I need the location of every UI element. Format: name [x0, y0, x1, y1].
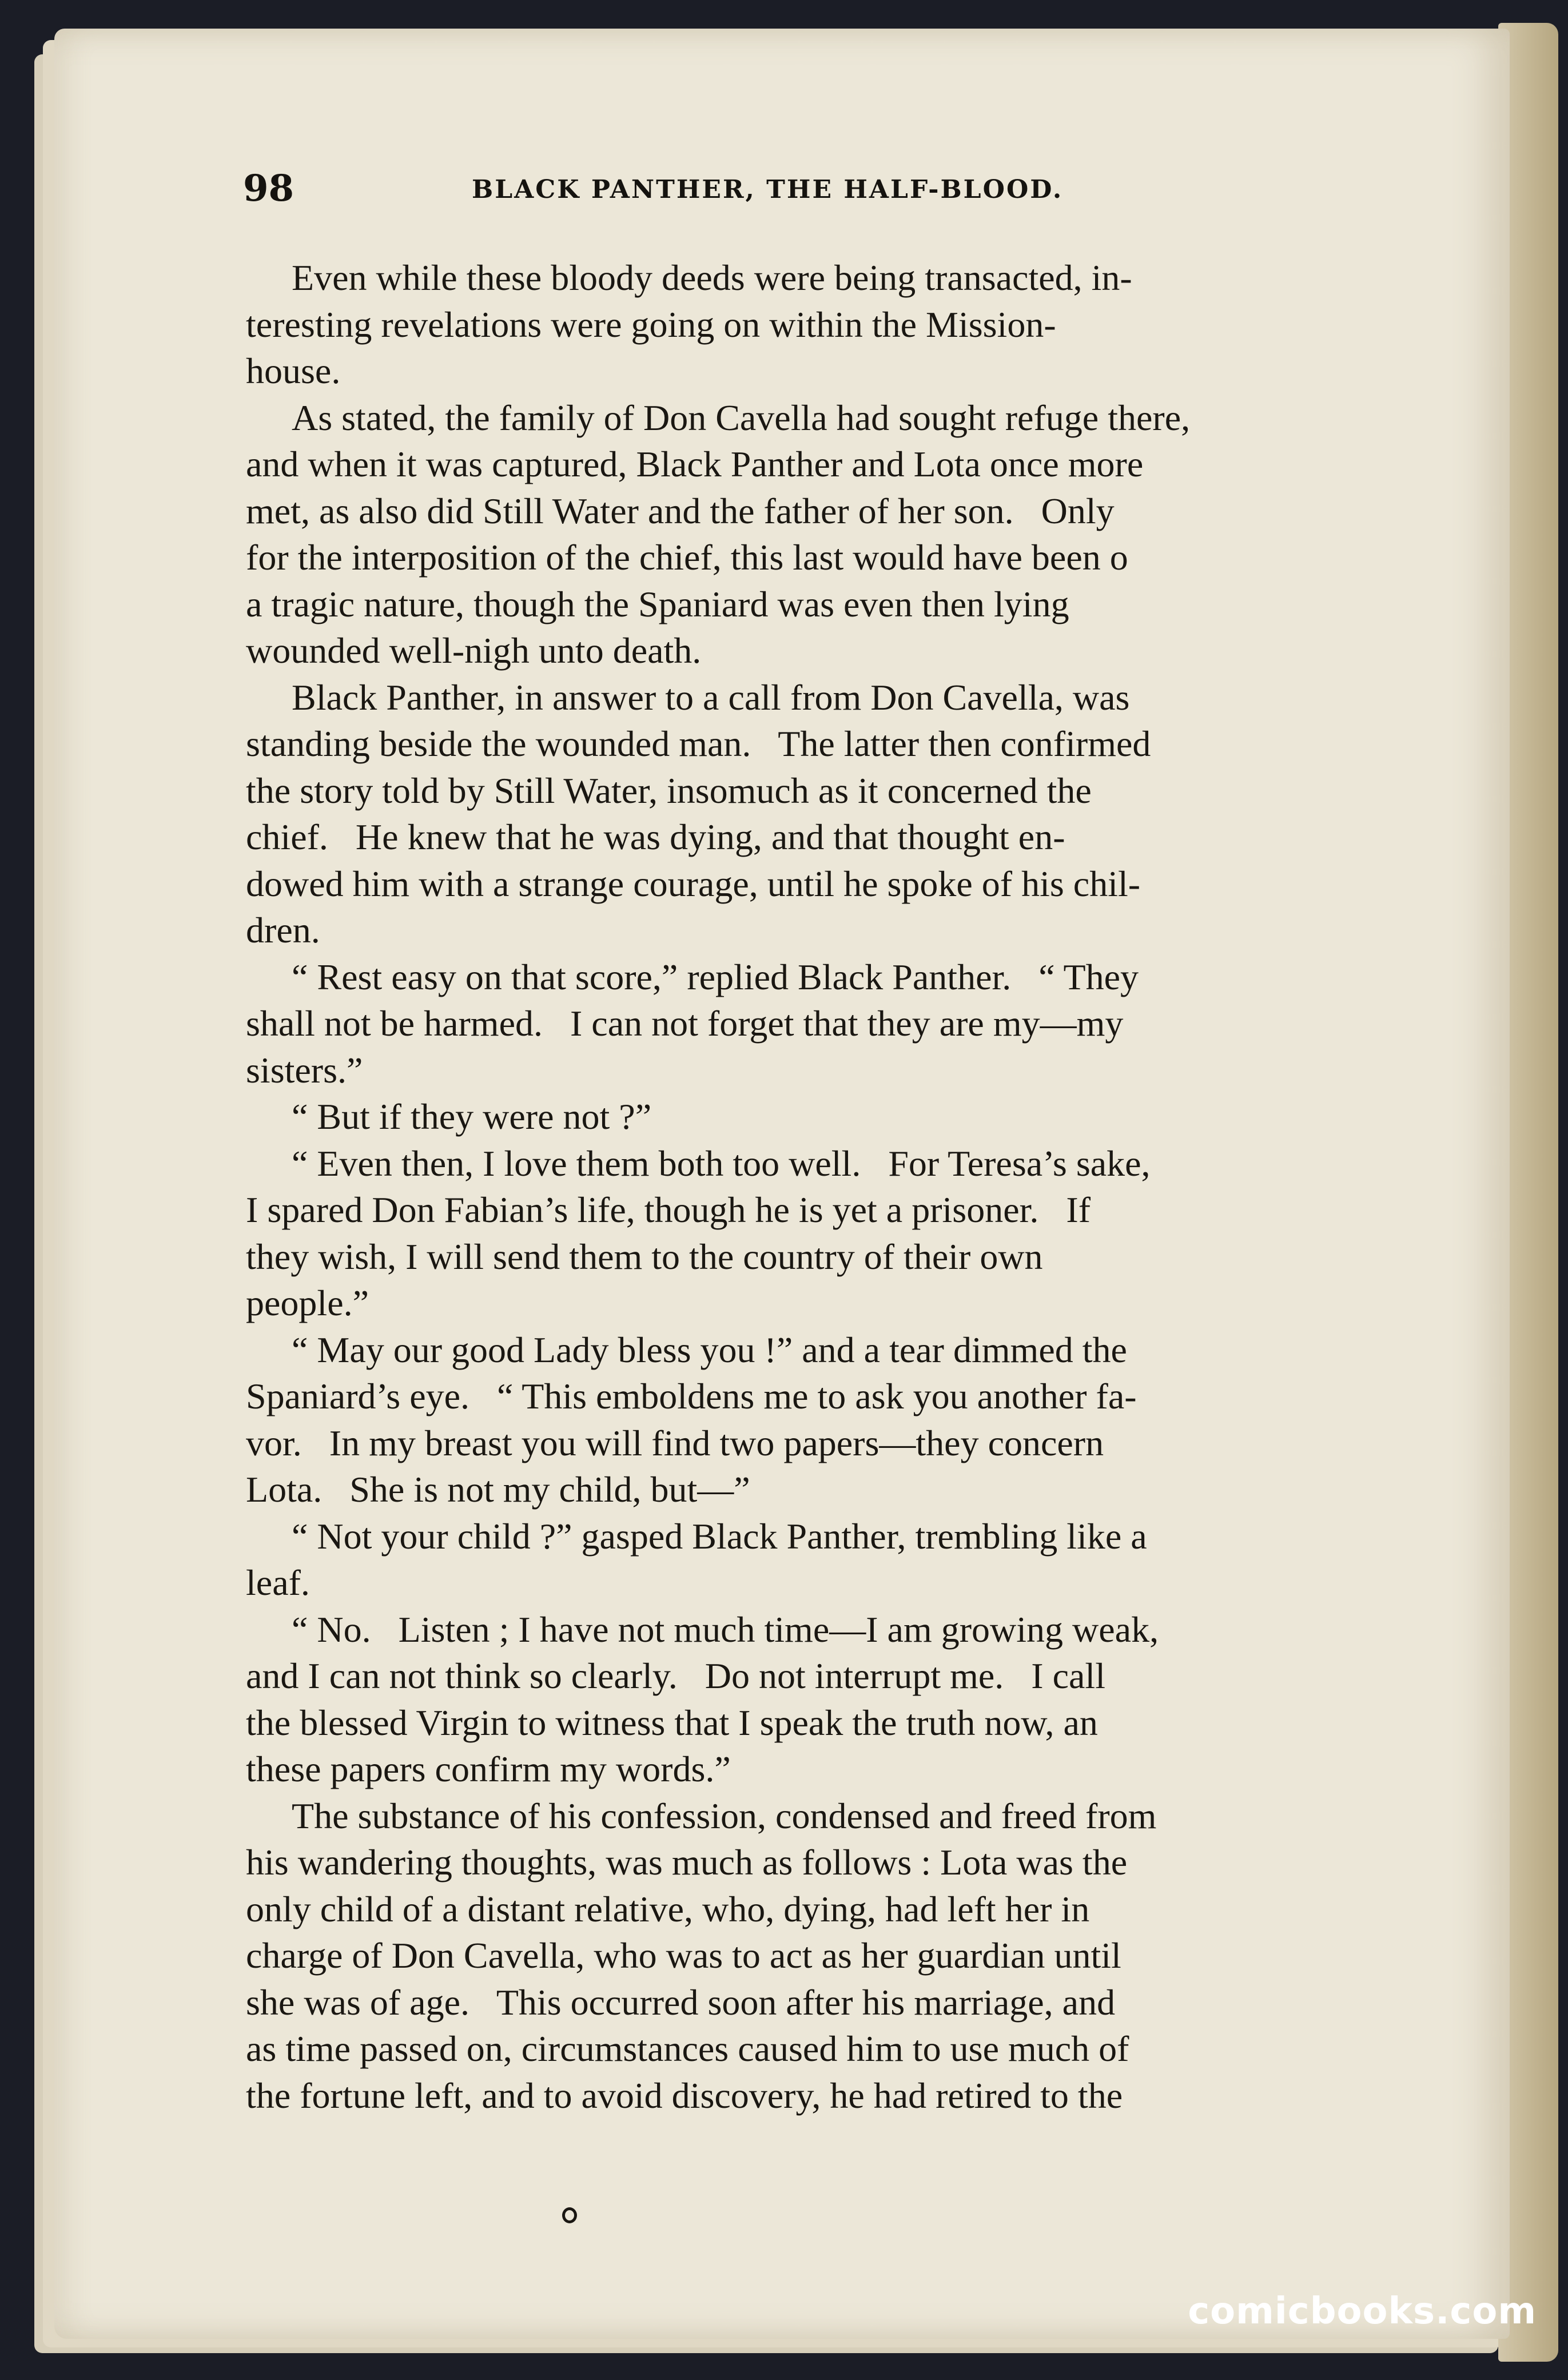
text-line: these papers confirm my words.”: [246, 1749, 731, 1789]
text-line: house.: [246, 351, 341, 391]
text-line: “ Rest easy on that score,” replied Black Panther. “ They: [292, 956, 1139, 997]
page-header: [243, 167, 1361, 213]
text-line: vor. In my breast you will find two papers—they concern: [246, 1422, 1104, 1463]
text-line: wounded well-nigh unto death.: [246, 630, 702, 671]
text-line: shall not be harmed. I can not forget that they are my—my: [246, 1003, 1124, 1044]
text-line: sisters.”: [246, 1049, 363, 1090]
text-line: Spaniard’s eye. “ This emboldens me to ask you another fa-: [246, 1376, 1137, 1416]
text-line: people.”: [246, 1283, 369, 1323]
text-line: dren.: [246, 910, 320, 950]
text-line: the fortune left, and to avoid discovery, he had retired to the: [246, 2075, 1123, 2116]
text-line: I spared Don Fabian’s life, though he is yet a prisoner. If: [246, 1189, 1091, 1230]
running-head: BLACK PANTHER, THE HALF-BLOOD.: [472, 175, 1064, 204]
text-line: and when it was captured, Black Panther and Lota once more: [246, 444, 1144, 484]
text-line: dowed him with a strange courage, until he spoke of his chil-: [246, 863, 1141, 904]
text-line: “ May our good Lady bless you !” and a tear dimmed the: [292, 1329, 1127, 1370]
text-line: The substance of his confession, condensed and freed from: [292, 1795, 1157, 1836]
text-line: the story told by Still Water, insomuch as it concerned the: [246, 770, 1092, 811]
text-line: only child of a distant relative, who, dying, had left her in: [246, 1888, 1090, 1929]
text-line: leaf.: [246, 1562, 310, 1603]
text-line: she was of age. This occurred soon after his marriage, and: [246, 1981, 1116, 2023]
text-line: “ Even then, I love them both too well. For Teresa’s sake,: [292, 1143, 1151, 1184]
text-line: chief. He knew that he was dying, and that thought en-: [246, 817, 1065, 857]
text-line: the blessed Virgin to witness that I speak the truth now, an: [246, 1702, 1098, 1743]
text-line: standing beside the wounded man. The latter then confirmed: [246, 723, 1151, 764]
signature-mark: [562, 2207, 577, 2223]
text-line: teresting revelations were going on within the Mission-: [246, 304, 1056, 345]
text-line: “ Not your child ?” gasped Black Panther, trembling like a: [292, 1515, 1147, 1557]
text-line: his wandering thoughts, was much as follows : Lota was the: [246, 1842, 1128, 1882]
text-line: As stated, the family of Don Cavella had sought refuge there,: [292, 397, 1191, 438]
text-line: Even while these bloody deeds were being transacted, in-: [292, 257, 1132, 298]
text-line: for the interposition of the chief, this last would have been o: [246, 537, 1128, 578]
text-line: charge of Don Cavella, who was to act as her guardian until: [246, 1935, 1121, 1976]
text-line: Lota. She is not my child, but—”: [246, 1469, 750, 1510]
text-line: met, as also did Still Water and the father of her son. Only: [246, 490, 1115, 531]
text-line: they wish, I will send them to the country of their own: [246, 1236, 1043, 1277]
page-number: 98: [243, 167, 295, 210]
watermark: comicbooks.com: [1188, 2290, 1537, 2333]
body-text: [246, 254, 1364, 2119]
text-line: and I can not think so clearly. Do not interrupt me. I call: [246, 1655, 1105, 1696]
text-line: as time passed on, circumstances caused him to use much of: [246, 2028, 1129, 2069]
text-line: Black Panther, in answer to a call from Don Cavella, was: [292, 676, 1130, 718]
text-line: “ But if they were not ?”: [292, 1096, 652, 1137]
text-line: a tragic nature, though the Spaniard was even then lying: [246, 583, 1069, 624]
text-line: “ No. Listen ; I have not much time—I am growing weak,: [292, 1609, 1159, 1650]
